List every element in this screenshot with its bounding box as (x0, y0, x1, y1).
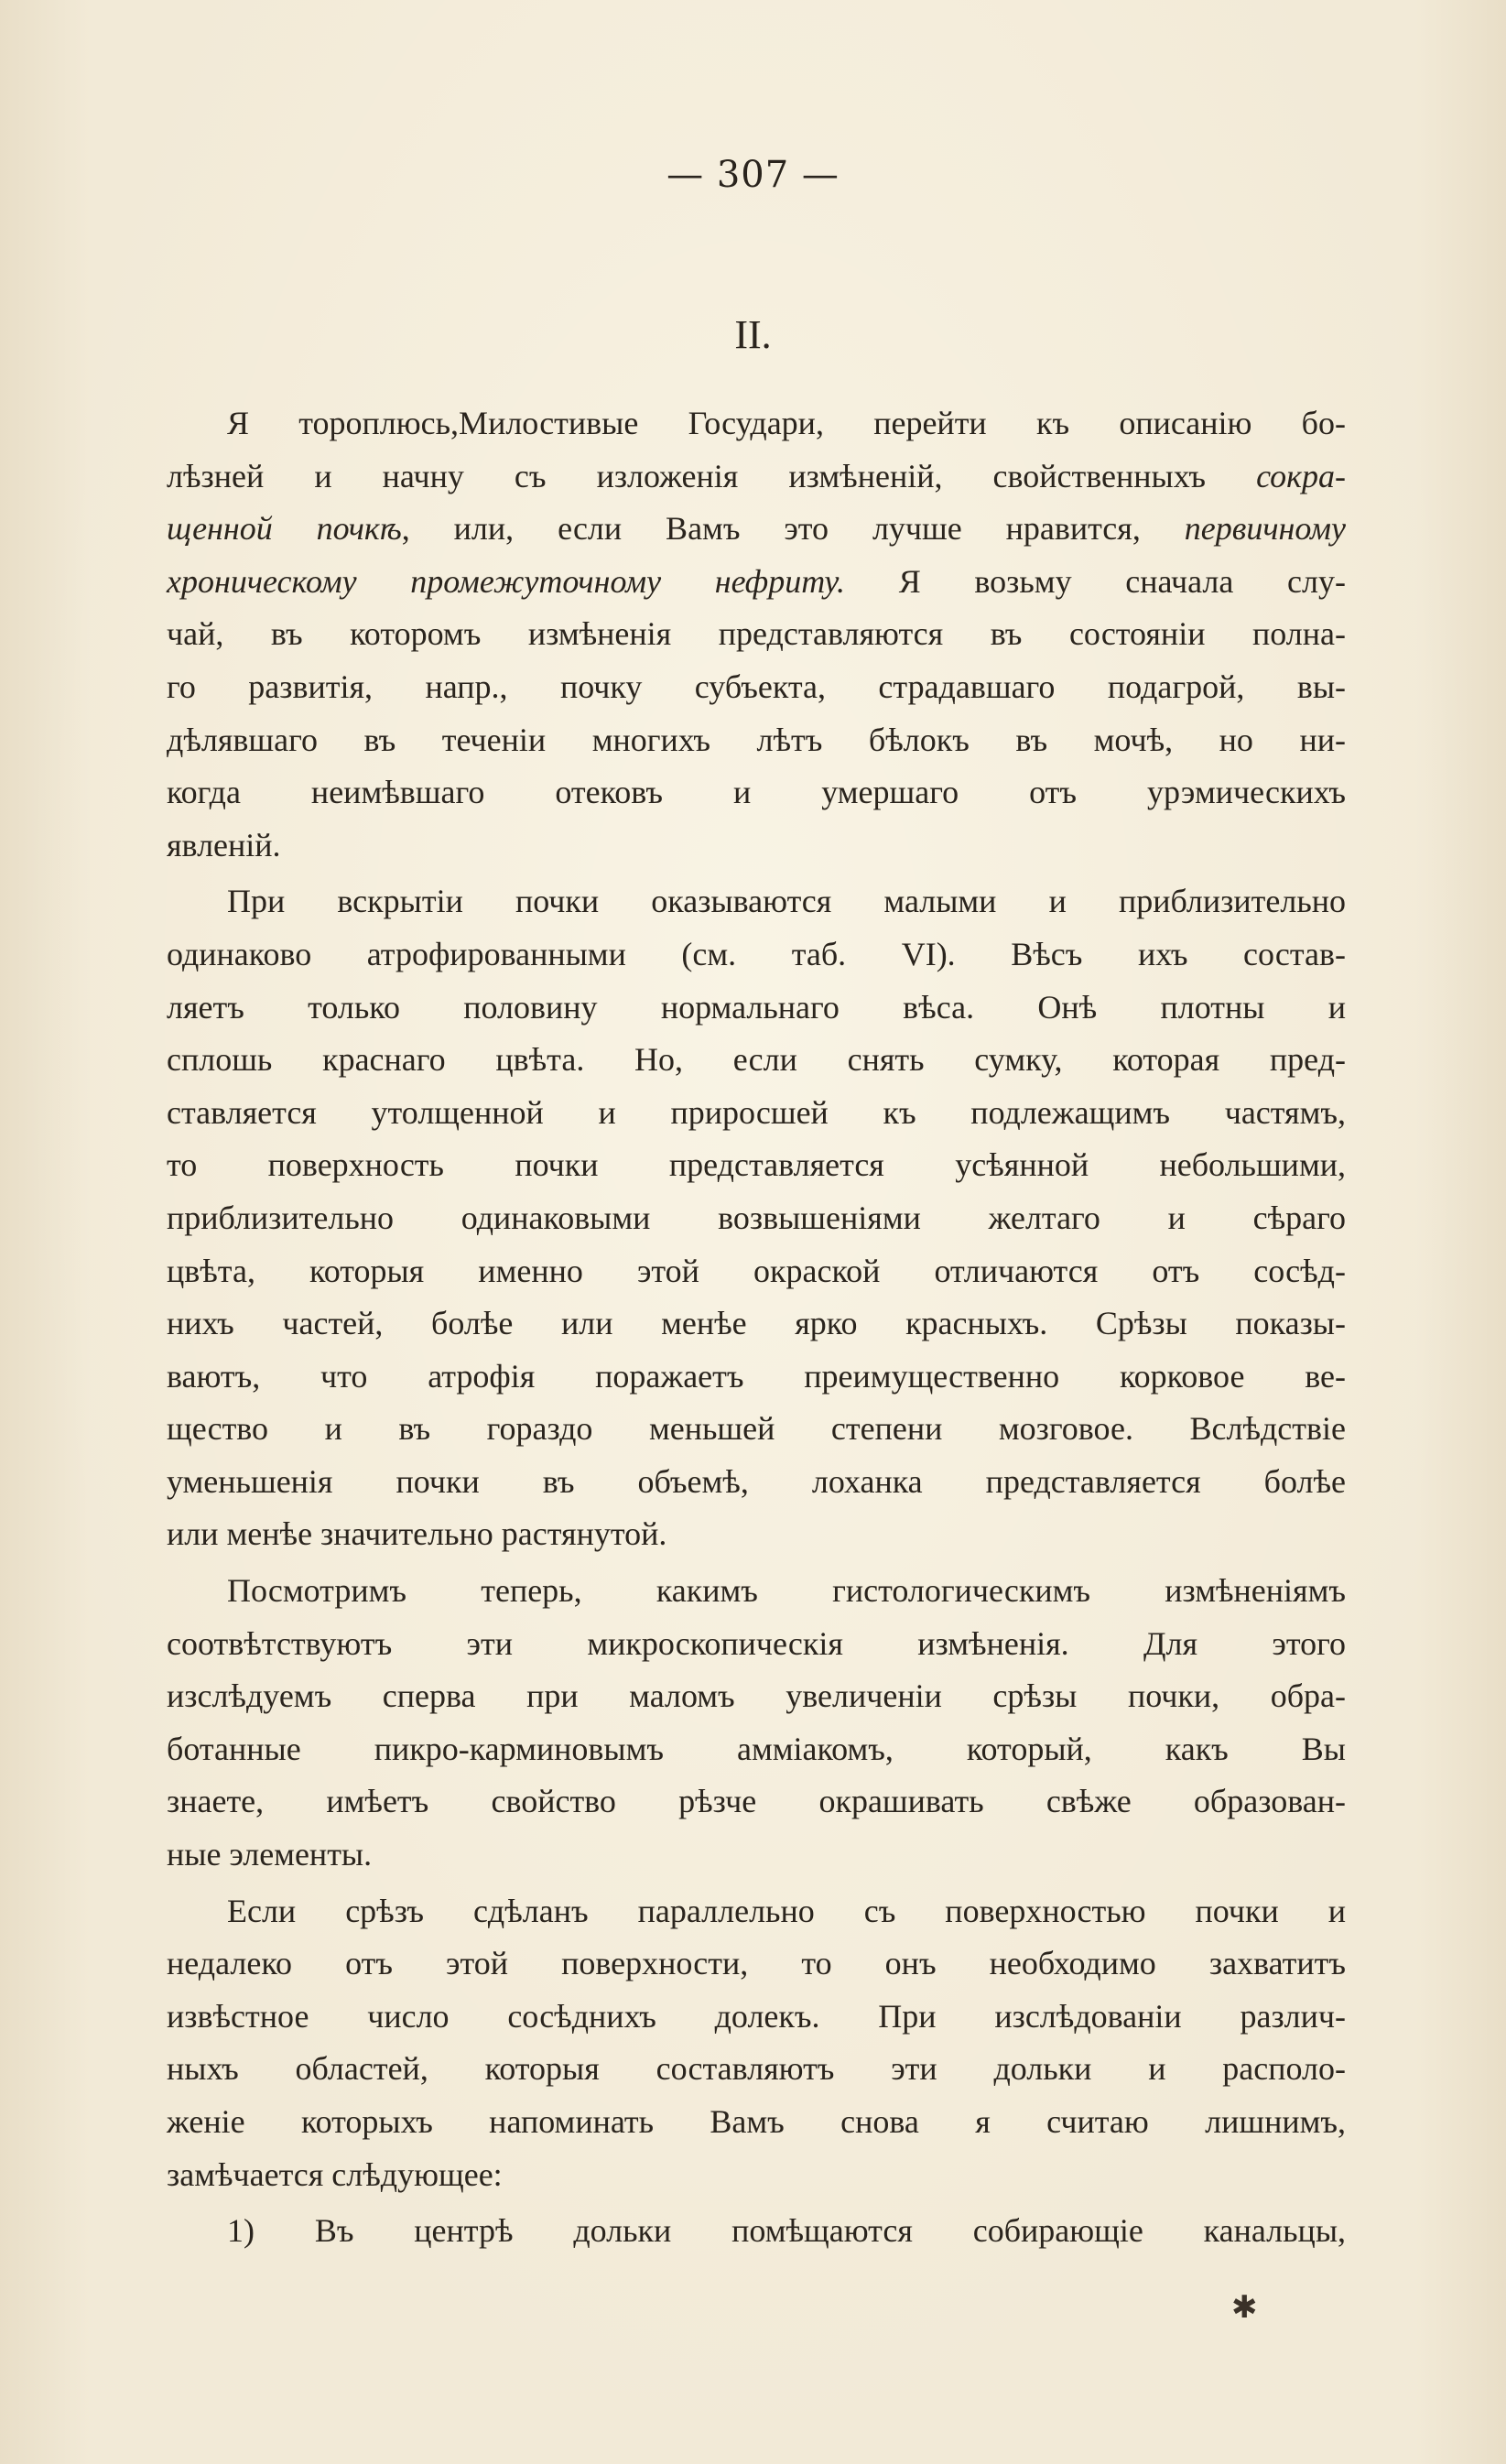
text-line (167, 1403, 1346, 1456)
text-line (167, 1245, 1346, 1298)
text-run: ботанные пикро-карминовымъ аммiакомъ, который, какъ Вы (167, 1730, 1346, 1767)
text-run: го развитія, напр., почку субъекта, страдавшаго подагрой, вы- (167, 668, 1346, 705)
text-line (167, 820, 1346, 873)
text-run: или менѣе значительно растянутой. (167, 1515, 667, 1553)
text-run: ныхъ областей, которыя составляютъ эти дольки и располо- (167, 2050, 1346, 2088)
text-line (167, 982, 1346, 1035)
text-line (167, 1456, 1346, 1509)
text-line (167, 1723, 1346, 1776)
text-run: При вскрытіи почки оказываются малыми и приблизительно (227, 883, 1346, 920)
printer-mark: ✱ (1231, 2289, 1258, 2326)
italic-text: хроническому промежуточному нефриту. (167, 562, 846, 600)
text-run: изслѣдуемъ сперва при маломъ увеличеніи срѣзы почки, обра- (167, 1677, 1346, 1715)
text-line (167, 450, 1346, 504)
section-heading: II. (734, 312, 772, 357)
text-run: ные элементы. (167, 1836, 373, 1873)
text-run: сплошь краснаго цвѣта. Но, если снять сумку, которая пред- (167, 1041, 1346, 1079)
text-line (167, 1670, 1346, 1723)
text-run: замѣчается слѣдующее: (167, 2155, 503, 2193)
text-line (167, 1938, 1346, 1991)
text-line (167, 2149, 1346, 2202)
text-run: соотвѣтствуютъ эти микроскопическія измѣненія. Для этого (167, 1624, 1346, 1662)
text-line (167, 1297, 1346, 1351)
text-run: Посмотримъ теперь, какимъ гистологическимъ измѣненіямъ (227, 1572, 1346, 1610)
text-run: Если срѣзъ сдѣланъ параллельно съ поверхностью почки и (227, 1892, 1346, 1929)
text-line (167, 2205, 1346, 2258)
text-line (167, 928, 1346, 982)
text-line (167, 1508, 1346, 1561)
text-run: женіе которыхъ напоминать Вамъ снова я считаю лишнимъ, (167, 2103, 1346, 2140)
text-run: уменьшенія почки въ объемѣ, лоханка представляется болѣе (167, 1462, 1346, 1500)
italic-text: сокра- (1256, 457, 1346, 494)
text-line (167, 2043, 1346, 2096)
text-run: приблизительно одинаковыми возвышеніями желтаго и сѣраго (167, 1199, 1346, 1236)
text-run: ляетъ только половину нормальнаго вѣса. Онѣ плотны и (167, 988, 1346, 1026)
text-line (167, 397, 1346, 450)
text-run: дѣлявшаго въ теченіи многихъ лѣтъ бѣлокъ въ мочѣ, но ни- (167, 721, 1346, 758)
text-run: , или, если Вамъ это лучше нравится, (401, 510, 1185, 548)
text-line (167, 1565, 1346, 1618)
text-run: чай, въ которомъ измѣненія представляются въ состояніи полна- (167, 615, 1346, 653)
text-line (167, 608, 1346, 661)
text-run: лѣзней и начну съ изложенія измѣненій, свойственныхъ (167, 457, 1257, 494)
text-run: одинаково атрофированными (см. таб. VI). Вѣсъ ихъ состав- (167, 935, 1346, 972)
page-number: — 307 — (666, 154, 840, 196)
text-run: явленій. (167, 826, 281, 863)
text-line (167, 503, 1346, 556)
text-run: извѣстное число сосѣднихъ долекъ. При изслѣдованіи различ- (167, 1997, 1346, 2035)
text-run: знаете, имѣетъ свойство рѣзче окрашивать свѣже образован- (167, 1783, 1346, 1820)
text-line (167, 1351, 1346, 1404)
text-run: ваютъ, что атрофія поражаетъ преимущественно корковое ве- (167, 1357, 1346, 1395)
text-line (167, 1087, 1346, 1140)
italic-text: первичному (1184, 510, 1346, 548)
text-line (167, 2096, 1346, 2149)
text-run: Я тороплюсь,Милостивые Государи, перейти къ описанію бо- (227, 405, 1346, 441)
text-line (167, 1991, 1346, 2044)
text-line (167, 875, 1346, 928)
text-line (167, 1829, 1346, 1882)
text-line (167, 661, 1346, 714)
text-line (167, 1885, 1346, 1938)
text-run: 1) Въ центрѣ дольки помѣщаются собирающіе канальцы, (227, 2212, 1346, 2250)
italic-text: щенной почкѣ (167, 510, 402, 548)
text-line (167, 1034, 1346, 1087)
text-run: щество и въ гораздо меньшей степени мозговое. Вслѣдствіе (167, 1410, 1346, 1448)
text-line (167, 1192, 1346, 1245)
text-line (167, 766, 1346, 820)
text-run: то поверхность почки представляется усѣянной небольшими, (167, 1146, 1346, 1184)
text-run: Я возьму сначала слу- (845, 562, 1346, 600)
body-text (167, 397, 1346, 2258)
text-line (167, 1775, 1346, 1829)
text-line (167, 1139, 1346, 1192)
text-run: цвѣта, которыя именно этой окраской отличаются отъ сосѣд- (167, 1252, 1346, 1289)
text-run: нихъ частей, болѣе или менѣе ярко красныхъ. Срѣзы показы- (167, 1305, 1346, 1342)
text-line (167, 556, 1346, 609)
text-run: недалеко отъ этой поверхности, то онъ необходимо захватитъ (167, 1945, 1346, 1982)
text-line (167, 714, 1346, 767)
text-run: когда неимѣвшаго отековъ и умершаго отъ урэмическихъ (167, 774, 1346, 811)
text-run: ставляется утолщенной и приросшей къ подлежащимъ частямъ, (167, 1093, 1346, 1131)
text-line (167, 1618, 1346, 1671)
